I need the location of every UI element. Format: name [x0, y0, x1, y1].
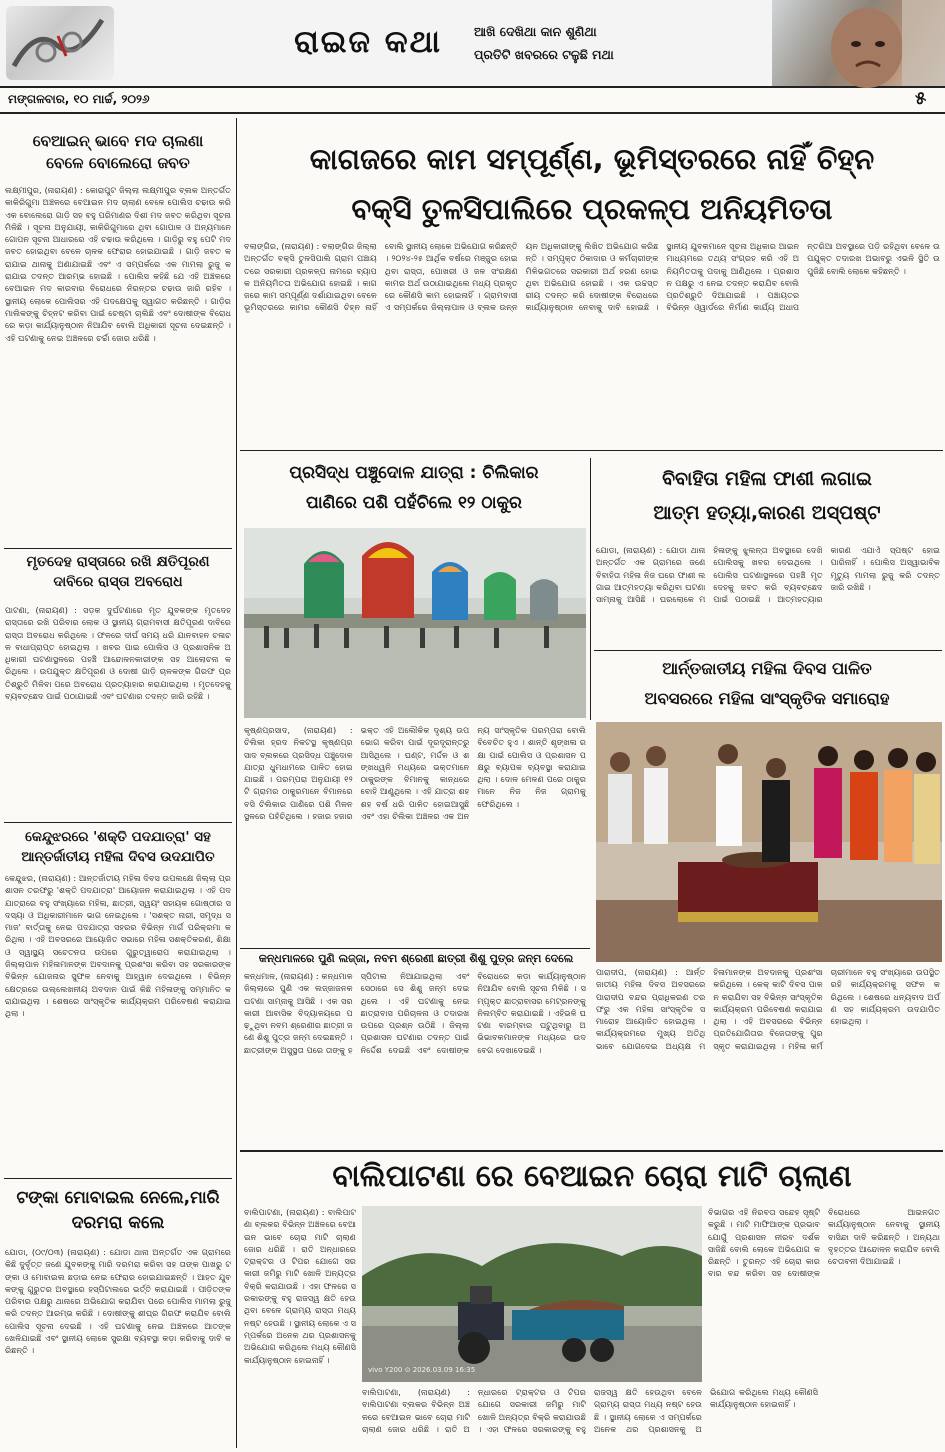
liquor-body: ଲକ୍ଷ୍ମୀପୁର, (ନାରାୟଣ) : କୋରାପୁଟ ଜିଲ୍ଲା ଲକ୍ଷ୍ମୀପୁର ବ୍ଲକ ଅନ୍ତର୍ଗତ କାକିରିଗୁମା ଅଞ୍ଚଳରେ ବେଆଇନ ମଦ ଚାଲାଣ ବେଳେ ପୋଲିସ ଚଢାଉ କରି ଏକ ବୋଲେରୋ ଗାଡ଼ି ସହ ବହୁ ପରିମାଣର ଦିଶୀ ମଦ ଜବତ କରିଥିବା ସୂଚନା ମିଳିଛି । ସୂଚନା ଅନୁଯାୟୀ, କାକିରିଗୁମାରେ ଥିବା ଗୋପାଳ ଓ ଅନ୍ୟମାନେ ଗୋପନ ସୂଚନା ଆଧାରରେ ଏହି ଚଢାଉ କରିଥିଲେ । ଗାଡ଼ିରୁ ବହୁ ପେଟି ମଦ ଜବତ ହୋଇଥିବା ବେଳେ ଚାଳକ ଫେରାର ହୋଇଯାଇଛି । ଗାଡ଼ି ଜବତ କରାଯାଇ ଥାନାକୁ ଅଣାଯାଇଛି ଏବଂ ଏ ସମ୍ପର୍କରେ ଏକ ମାମଲା ରୁଜୁ କରାଯାଇ ତଦନ୍ତ ଆରମ୍ଭ ହୋଇଛି । ପୋଲିସ କହିଛି ଯେ ଏହି ଅଞ୍ଚଳରେ ବେଆଇନ ମଦ କାରବାର ବିରୋଧରେ ନିରନ୍ତର ଚଢାଉ ଜାରି ରହିବ । ସ୍ଥାନୀୟ ଲୋକେ ପୋଲିସର ଏହି ପଦକ୍ଷେପକୁ ସ୍ୱାଗତ କରିଛନ୍ତି । ଗାଡ଼ିର ମାଲିକଙ୍କୁ ଚିହ୍ନଟ କରିବା ପାଇଁ ଚେଷ୍ଟା ଚାଲିଛି ଏବଂ ଦୋଷୀଙ୍କ ବିରୋଧରେ କଡ଼ା କାର୍ଯ୍ୟାନୁଷ୍ଠାନ ନିଆଯିବ ବୋଲି ଅଧିକାରୀ ସୂଚନା ଦେଇଛନ୍ତି । ଏହି ଘଟଣାକୁ ନେଇ ଅଞ୍ଚଳରେ ଚର୍ଚ୍ଚା ଜୋର ଧରିଛି । [5, 185, 231, 343]
tagline-line-1: ଆଖି ଦେଖିଥା କାନ ଶୁଣିଥା [474, 24, 597, 39]
womens-day-photo [596, 722, 942, 962]
crying-child-photo [772, 0, 945, 86]
tulsipali-headline: କାଗଜରେ କାମ ସମ୍ପୂର୍ଣ୍ଣ, ଭୂମିସ୍ତରରେ ନାହିଁ ଚିହ୍ନ ବକ୍ସି ତୁଳସିପାଲିରେ ପ୍ରକଳ୍ପ ଅନିୟମିତତା [309, 142, 875, 226]
shakti-yatra-headline: କେନ୍ଦୁଝରରେ 'ଶକ୍ତି ପଦଯାତ୍ରା' ସହ ଆନ୍ତର୍ଜାତୀୟ ମହିଳା ଦିବସ ଉଦଯାପିତ [21, 829, 215, 865]
photo-timestamp: vivo Y200 ⊙ 2026.03.09 16:35 [368, 1366, 476, 1374]
column-divider [236, 118, 237, 1448]
balipatana-headline: ବାଲିପାଟଣା ରେ ବେଆଇନ ଚୋରା ମାଟି ଚାଲାଣ [332, 1159, 852, 1194]
balipatana-caption-text: ବାଲିପାଟଣା, (ନାରାୟଣ) : ବାଲିପାଟଣା ବ୍ଲକର ବିଭିନ୍ନ ଅଞ୍ଚଳରେ ବେଆଇନ ଭାବେ ଚୋରା ମାଟି ଚାଲାଣ ଜୋର ଧରିଛି । ରାତି ଅନ୍ଧାରରେ ଟ୍ରାକ୍ଟର ଓ ଟିପର ଯୋଗେ ସରକାରୀ ଜମିରୁ ମାଟି ଖୋଳି ଅନ୍ୟତ୍ର ବିକ୍ରି କରାଯାଉଛି । ଏହା ଫଳରେ ସରକାରଙ୍କୁ ବହୁ ରାଜସ୍ୱ କ୍ଷତି ହେଉଥିବା ବେଳେ ଗ୍ରାମ୍ୟ ରାସ୍ତା ମଧ୍ୟ ନଷ୍ଟ ହେଉଛି । ସ୍ଥାନୀୟ ଲୋକେ ଏ ସମ୍ପର୍କରେ ଅନେକ ଥର ପ୍ରଶାସନକୁ ଅଭିଯୋଗ କରିଥିଲେ ମଧ୍ୟ କୌଣସି କାର୍ଯ୍ୟାନୁଷ୍ଠାନ ହୋଇନାହିଁ । [362, 1387, 818, 1434]
divider [594, 650, 942, 651]
balipatana-body-left: ବାଲିପାଟଣା, (ନାରାୟଣ) : ବାଲିପାଟଣା ବ୍ଲକର ବିଭିନ୍ନ ଅଞ୍ଚଳରେ ବେଆଇନ ଭାବେ ଚୋରା ମାଟି ଚାଲାଣ ଜୋର ଧରିଛି । ରାତି ଅନ୍ଧାରରେ ଟ୍ରାକ୍ଟର ଓ ଟିପର ଯୋଗେ ସରକାରୀ ଜମିରୁ ମାଟି ଖୋଳି ଅନ୍ୟତ୍ର ବିକ୍ରି କରାଯାଉଛି । ଏହା ଫଳରେ ସରକାରଙ୍କୁ ବହୁ ରାଜସ୍ୱ କ୍ଷତି ହେଉଥିବା ବେଳେ ଗ୍ରାମ୍ୟ ରାସ୍ତା ମଧ୍ୟ ନଷ୍ଟ ହେଉଛି । ସ୍ଥାନୀୟ ଲୋକେ ଏ ସମ୍ପର୍କରେ ଅନେକ ଥର ପ୍ରଶାସନକୁ ଅଭିଯୋଗ କରିଥିଲେ ମଧ୍ୟ କୌଣସି କାର୍ଯ୍ୟାନୁଷ୍ଠାନ ହୋଇନାହିଁ । [244, 1207, 356, 1365]
road-block-headline: ମୃତଦେହ ରାସ୍ତାରେ ରଖି କ୍ଷତିପୂରଣ ଦାବିରେ ରାସ୍ତା ଅବରୋଧ [26, 554, 210, 591]
womens-day-body: ପାରାଦୀପ, (ନାରାୟଣ) : ଆର୍ନ୍ତଜାତୀୟ ମହିଳା ଦିବସ ଅବସରରେ ପାରାଦୀପ ବନ୍ଦର ପ୍ରାଧିକରଣ ତରଫରୁ ଏକ ମହିଳା ସାଂସ୍କୃତିକ ସମାରୋହ ଆୟୋଜିତ ହୋଇଥିଲା । କାର୍ଯ୍ୟକ୍ରମରେ ମୁଖ୍ୟ ଅତିଥି ଭାବେ ଯୋଗଦେଇ ଅଧ୍ୟକ୍ଷ ମହିଳାମାନଙ୍କ ଅବଦାନକୁ ପ୍ରଶଂସା କରିଥିଲେ । କେକ୍ କାଟି ଦିବସ ପାଳନ କରାଯିବା ସହ ବିଭିନ୍ନ ସାଂସ୍କୃତିକ କାର୍ଯ୍ୟକ୍ରମ ପରିବେଷଣ କରାଯାଇଥିଲା । ଏହି ଅବସରରେ ବିଭିନ୍ନ ପ୍ରତିଯୋଗିତାର ବିଜେତାଙ୍କୁ ପୁରସ୍କୃତ କରାଯାଇଥିଲା । ମହିଳା କର୍ମଚାରୀମାନେ ବହୁ ସଂଖ୍ୟାରେ ଉପସ୍ଥିତ ରହି କାର୍ଯ୍ୟକ୍ରମକୁ ସଫଳ କରିଥିଲେ । ଶେଷରେ ଧନ୍ୟବାଦ ଅର୍ପଣ ସହ କାର୍ଯ୍ୟକ୍ରମ ଉଦଯାପିତ ହୋଇଥିଲା । [596, 967, 940, 1051]
womens-day-headline: ଆର୍ନ୍ତଜାତୀୟ ମହିଳା ଦିବସ ପାଳିତ ଅବସରରେ ମହିଳା ସାଂସ୍କୃତିକ ସମାରୋହ [644, 659, 890, 708]
divider [4, 548, 232, 549]
tagline [474, 20, 774, 66]
chilika-headline: ପ୍ରସିଦ୍ଧ ପଞ୍ଚୁଦୋଳ ଯାତ୍ରା : ଚିଲିକାର ପାଣିରେ ପଶି ପହଁଚିଲେ ୧୨ ଠାକୁର [289, 463, 539, 513]
divider [4, 1178, 232, 1179]
newspaper-title: ରାଇଜ କଥା [294, 24, 442, 60]
mobile-theft-headline: ଟଙ୍କା ମୋବାଇଲ ନେଲେ,ମାରି ଦରମରା କଲେ [16, 1188, 220, 1233]
suicide-body: ଯୋଡା, (ନାରାୟଣ) : ଯୋଡା ଥାନା ଅନ୍ତର୍ଗତ ଏକ ଗ୍ରାମରେ ଜଣେ ବିବାହିତା ମହିଳା ନିଜ ଘରେ ଫାଶୀ ଲଗାଇ ଆତ୍ମହତ୍ୟା କରିଥିବା ଘଟଣା ସାମ୍ନାକୁ ଆସିଛି । ଘରଲୋକେ ମହିଳାଙ୍କୁ ଝୁଲନ୍ତା ଅବସ୍ଥାରେ ଦେଖି ପୋଲିସକୁ ଖବର ଦେଇଥିଲେ । ପୋଲିସ ଘଟଣାସ୍ଥଳରେ ପହଞ୍ଚି ମୃତଦେହକୁ ଜବତ କରି ବ୍ୟବଚ୍ଛେଦ ପାଇଁ ପଠାଇଛି । ଆତ୍ମହତ୍ୟାର କାରଣ ଏଯାଏଁ ସ୍ପଷ୍ଟ ହୋଇପାରିନାହିଁ । ପୋଲିସ ଅସ୍ୱାଭାବିକ ମୃତ୍ୟୁ ମାମଲା ରୁଜୁ କରି ତଦନ୍ତ ଜାରି ରଖିଛି । [596, 545, 940, 605]
mobile-theft-body: ଯୋଡା, (୦୯/୦୩) (ନାରାୟଣ) : ଯୋଡା ଥାନା ଅନ୍ତର୍ଗତ ଏକ ଗ୍ରାମରେ କିଛି ଦୁର୍ବୃତ୍ତ ଜଣେ ଯୁବକଙ୍କୁ ମାରି ଦରମରା କରିବା ସହ ତାଙ୍କ ପାଖରୁ ଟଙ୍କା ଓ ମୋବାଇଲ ଛଡ଼ାଇ ନେଇ ଫେରାର ହୋଇଯାଇଛନ୍ତି । ଆହତ ଯୁବକଙ୍କୁ ଗୁରୁତର ଅବସ୍ଥାରେ ହସ୍ପିଟାଲରେ ଭର୍ତ୍ତି କରାଯାଇଛି । ପୀଡ଼ିତଙ୍କ ପରିବାର ପକ୍ଷରୁ ଥାନାରେ ଅଭିଯୋଗ କରାଯିବା ପରେ ପୋଲିସ ମାମଲା ରୁଜୁ କରି ତଦନ୍ତ ଆରମ୍ଭ କରିଛି । ଦୋଷୀଙ୍କୁ ଶୀଘ୍ର ଗିରଫ କରାଯିବ ବୋଲି ପୋଲିସ ସୂଚନା ଦେଇଛି । ଏହି ଘଟଣାକୁ ନେଇ ଅଞ୍ଚଳରେ ଆତଙ୍କ ଖେଳିଯାଇଛି ଏବଂ ସ୍ଥାନୀୟ ଲୋକେ ସୁରକ୍ଷା ବ୍ୟବସ୍ଥା କଡ଼ା କରିବାକୁ ଦାବି କରିଛନ୍ତି । [5, 1247, 231, 1356]
kandhamal-headline: କନ୍ଧମାଳରେ ପୁଣି ଲଜ୍ଜା, ନବମ ଶ୍ରେଣୀ ଛାତ୍ରୀ ଶିଶୁ ପୁତ୍ର ଜନ୍ମ ଦେଲେ [258, 952, 574, 965]
tulsipali-body: ବଲାଙ୍ଗିର, (ନାରାୟଣ) : ବଲାଙ୍ଗିର ଜିଲ୍ଲା ଅନ୍ତର୍ଗତ ବକ୍ସି ତୁଳସିପାଲି ଗ୍ରାମ ପଞ୍ଚାୟତରେ ସରକାରୀ ପ୍ରକଳ୍ପ ନାମରେ ବ୍ୟାପକ ଅନିୟମିତତା ଅଭିଯୋଗ ହୋଇଛି । କାଗଜରେ କାମ ସମ୍ପୂର୍ଣ୍ଣ ଦର୍ଶାଯାଇଥିବା ବେଳେ ଭୂମିସ୍ତରରେ କାମର କୌଣସି ଚିହ୍ନ ନାହିଁ ବୋଲି ସ୍ଥାନୀୟ ଲୋକେ ଅଭିଯୋଗ କରିଛନ୍ତି । ୨୦୨୪-୨୫ ଆର୍ଥିକ ବର୍ଷରେ ମଞ୍ଜୁର ହୋଇଥିବା ରାସ୍ତା, ପୋଖରୀ ଓ ଜଳ ସଂରକ୍ଷଣ କାମର ଅର୍ଥ ଉଠାଯାଇଥିଲେ ମଧ୍ୟ ପ୍ରକୃତରେ କୌଣସି କାମ ହୋଇନାହିଁ । ଗ୍ରାମବାସୀ ଏ ସମ୍ପର୍କରେ ଜିଲ୍ଲାପାଳ ଓ ବ୍ଲକ ଉନ୍ନୟନ ଅଧିକାରୀଙ୍କୁ ଲିଖିତ ଅଭିଯୋଗ କରିଛନ୍ତି । ସମ୍ପୃକ୍ତ ଠିକାଦାର ଓ କର୍ମଚାରୀଙ୍କ ମିଳିଭଗତରେ ସରକାରୀ ଅର୍ଥ ହରଣ ହୋଇଥିବା ଅଭିଯୋଗ ହୋଇଛି । ଏକ ଉଚ୍ଚସ୍ତରୀୟ ତଦନ୍ତ କରି ଦୋଷୀଙ୍କ ବିରୋଧରେ କାର୍ଯ୍ୟାନୁଷ୍ଠାନ ନେବାକୁ ଦାବି ହୋଇଛି । ସ୍ଥାନୀୟ ଯୁବକମାନେ ସୂଚନା ଅଧିକାର ଆଇନ ମାଧ୍ୟମରେ ତଥ୍ୟ ସଂଗ୍ରହ କରି ଏହି ଅନିୟମିତତାକୁ ପଦାକୁ ଆଣିଥିଲେ । ପ୍ରଶାସନ ପକ୍ଷରୁ ଏ ନେଇ ତଦନ୍ତ କରାଯିବ ବୋଲି ପ୍ରତିଶ୍ରୁତି ଦିଆଯାଇଛି । ପଞ୍ଚାୟତର ବିଭିନ୍ନ ଓ୍ୱାର୍ଡରେ ନିର୍ମାଣ କାର୍ଯ୍ୟ ଅଧାପନ୍ତରିଆ ଅବସ୍ଥାରେ ପଡ଼ି ରହିଥିବା ବେଳେ ଉପଯୁକ୍ତ ତଦାରଖ ଅଭାବରୁ ଏଭଳି ସ୍ଥିତି ଉପୁଜିଛି ବୋଲି ଲୋକେ କହିଛନ୍ତି । [244, 241, 940, 313]
broken-chain-illustration [6, 6, 114, 80]
masthead-left-image [6, 6, 114, 80]
divider [240, 450, 943, 451]
balipatana-body-right: ବିଭାଗର ଏହି ନିରବତା ସନ୍ଦେହ ସୃଷ୍ଟି କରୁଛି । ମାଟି ମାଫିଆଙ୍କ ପ୍ରଭାବ ଯୋଗୁଁ ପ୍ରଶାସନ ନୀରବ ଦର୍ଶକ ସାଜିଛି ବୋଲି ଲୋକେ ଅଭିଯୋଗ କରିଛନ୍ତି । ତୁରନ୍ତ ଏହି ଚୋରା କାରବାର ବନ୍ଦ କରିବା ସହ ଦୋଷୀଙ୍କ ବିରୋଧରେ ଆଇନଗତ କାର୍ଯ୍ୟାନୁଷ୍ଠାନ ନେବାକୁ ସ୍ଥାନୀୟ ବାସିନ୍ଦା ଦାବି କରିଛନ୍ତି । ଅନ୍ୟଥା ବୃହତ୍ତର ଆନ୍ଦୋଳନ କରାଯିବ ବୋଲି ଚେତାବନୀ ଦିଆଯାଇଛି । [708, 1207, 940, 1279]
divider [240, 1150, 943, 1152]
tagline-line-2: ପ୍ରତିଟି ଖବରରେ ଟଳୁଛି ମଥା [474, 47, 614, 62]
tractor-photo [362, 1206, 702, 1382]
suicide-headline: ବିବାହିତା ମହିଳା ଫାଶୀ ଲଗାଇ ଆତ୍ମ ହତ୍ୟା,କାରଣ ଅସ୍ପଷ୍ଟ [653, 468, 881, 524]
chilika-body: କୃଷ୍ଣପ୍ରସାଦ, (ନାରାୟଣ) : ଚିଲିକା ହ୍ରଦ ନିକଟସ୍ଥ କୃଷ୍ଣପ୍ରସାଦ ବ୍ଲକରେ ପ୍ରସିଦ୍ଧ ପଞ୍ଚୁଦୋଳ ଯାତ୍ରା ଧୁମଧାମରେ ପାଳିତ ହୋଇଯାଇଛି । ପରମ୍ପରା ଅନୁଯାୟୀ ୧୨ଟି ଗ୍ରାମର ଠାକୁରମାନେ ବିମାନରେ ବସି ଚିଲିକାର ପାଣିରେ ପଶି ମିଳନ ସ୍ଥଳରେ ପହଁଚିଥିଲେ । ହଜାର ହଜାର ଭକ୍ତ ଏହି ଅଲୌକିକ ଦୃଶ୍ୟ ଉପଭୋଗ କରିବା ପାଇଁ ଦୂରଦୂରାନ୍ତରୁ ଆସିଥିଲେ । ଘଣ୍ଟ, ମର୍ଦ୍ଦଳ ଓ ଶଙ୍ଖଧ୍ୱନି ମଧ୍ୟରେ ଭକ୍ତମାନେ ଠାକୁରଙ୍କ ବିମାନକୁ କାନ୍ଧରେ ବୋହି ଆଣୁଥିଲେ । ଏହି ଯାତ୍ରା ଶହ ଶହ ବର୍ଷ ଧରି ପାଳିତ ହୋଇଆସୁଛି ଏବଂ ଏହା ଚିଲିକା ଅଞ୍ଚଳର ଏକ ଅନନ୍ୟ ସାଂସ୍କୃତିକ ପରମ୍ପରା ବୋଲି ବିବେଚିତ ହୁଏ । ଶାନ୍ତି ଶୃଙ୍ଖଳା ରକ୍ଷା ପାଇଁ ପୋଲିସ ଓ ପ୍ରଶାସନ ପକ୍ଷରୁ ବ୍ୟାପକ ବ୍ୟବସ୍ଥା କରାଯାଇଥିଲା । ଦୋଳ ମେଳଣ ପରେ ଠାକୁରମାନେ ନିଜ ନିଜ ଗ୍ରାମକୁ ଫେରିଥିଲେ । [244, 725, 586, 822]
liquor-headline: ବେଆଇନ୍ ଭାବେ ମଦ ଚାଲଣା ବେଳେ ବୋଲେରୋ ଜବତ [32, 132, 204, 173]
page-number: ୫ [915, 88, 927, 109]
chilika-yatra-photo [244, 528, 586, 718]
dateline: ମଙ୍ଗଳବାର, ୧୦ ମାର୍ଚ୍ଚ, ୨୦୨୬ [8, 92, 150, 106]
divider [4, 822, 232, 823]
divider [240, 948, 590, 949]
top-rule [0, 112, 945, 114]
masthead-right-image [772, 0, 945, 86]
kandhamal-body: କନ୍ଧମାଳ, (ନାରାୟଣ) : କନ୍ଧମାଳ ଜିଲ୍ଲାରେ ପୁଣି ଏକ ଲଜ୍ଜାଜନକ ଘଟଣା ସାମ୍ନାକୁ ଆସିଛି । ଏକ ସରକାରୀ ଆବାସିକ ବିଦ୍ୟାଳୟରେ ପଢ଼ୁଥିବା ନବମ ଶ୍ରେଣୀର ଛାତ୍ରୀ ଜଣେ ଶିଶୁ ପୁତ୍ର ଜନ୍ମ ଦେଇଛନ୍ତି । ଛାତ୍ରୀଙ୍କ ଅସୁସ୍ଥତା ପରେ ତାଙ୍କୁ ହସ୍ପିଟାଲ ନିଆଯାଇଥିଲା ଏବଂ ସେଠାରେ ସେ ଶିଶୁ ଜନ୍ମ ଦେଇଥିଲେ । ଏହି ଘଟଣାକୁ ନେଇ ଛାତ୍ରାବାସ ପରିଚାଳନା ଓ ତଦାରଖ ଉପରେ ପ୍ରଶ୍ନ ଉଠିଛି । ଜିଲ୍ଲା ପ୍ରଶାସନ ଘଟଣାର ତଦନ୍ତ ପାଇଁ ନିର୍ଦ୍ଦେଶ ଦେଇଛି ଏବଂ ଦୋଷୀଙ୍କ ବିରୋଧରେ କଡ଼ା କାର୍ଯ୍ୟାନୁଷ୍ଠାନ ନିଆଯିବ ବୋଲି ସୂଚନା ମିଳିଛି । ସମ୍ପୃକ୍ତ ଛାତ୍ରାବାସର ମେଟ୍ରନଙ୍କୁ ନିଲମ୍ବିତ କରାଯାଇଛି । ଏହିଭଳି ଘଟଣା ବାରମ୍ବାର ଘଟୁଥିବାରୁ ଅଭିଭାବକମାନଙ୍କ ମଧ୍ୟରେ ଉଦବେଗ ଦେଖାଦେଇଛି । [244, 971, 586, 1055]
shakti-yatra-body: କେନ୍ଦୁଝର, (ନାରାୟଣ) : ଆନ୍ତର୍ଜାତୀୟ ମହିଳା ଦିବସ ଉପଲକ୍ଷେ ଜିଲ୍ଲା ପ୍ରଶାସନ ତରଫରୁ 'ଶକ୍ତି ପଦଯାତ୍ରା' ଆୟୋଜନ କରାଯାଇଥିଲା । ଏହି ପଦଯାତ୍ରାରେ ବହୁ ସଂଖ୍ୟାରେ ମହିଳା, ଛାତ୍ରୀ, ସ୍ୱୟଂ ସହାୟକ ଗୋଷ୍ଠୀର ସଦସ୍ୟା ଓ ଅଧିକାରୀମାନେ ଭାଗ ନେଇଥିଲେ । 'ସଶକ୍ତ ନାରୀ, ସମୃଦ୍ଧ ସମାଜ' ବାର୍ତ୍ତାକୁ ନେଇ ପଦଯାତ୍ରା ସହରର ବିଭିନ୍ନ ମାର୍ଗ ପରିକ୍ରମା କରିଥିଲା । ଏହି ଅବସରରେ ଆୟୋଜିତ ସଭାରେ ମହିଳା ସଶକ୍ତିକରଣ, ଶିକ୍ଷା ଓ ସ୍ୱାସ୍ଥ୍ୟ ସଚେତନତା ଉପରେ ଗୁରୁତ୍ୱାରୋପ କରାଯାଇଥିଲା । ଜିଲ୍ଲାପାଳ ମହିଳାମାନଙ୍କ ଅବଦାନକୁ ପ୍ରଶଂସା କରିବା ସହ ସରକାରଙ୍କ ବିଭିନ୍ନ ଯୋଜନାର ସୁଫଳ ନେବାକୁ ଆହ୍ୱାନ ଦେଇଥିଲେ । ବିଭିନ୍ନ କ୍ଷେତ୍ରରେ ଉଲ୍ଲେଖନୀୟ ଅବଦାନ ପାଇଁ କିଛି ମହିଳାଙ୍କୁ ସମ୍ମାନିତ କରାଯାଇଥିଲା । ଶେଷରେ ସାଂସ୍କୃତିକ କାର୍ଯ୍ୟକ୍ରମ ପରିବେଷଣ କରାଯାଇଥିଲା । [5, 873, 231, 1019]
column-divider [590, 458, 591, 720]
road-block-body: ପାଟଣା, (ନାରାୟଣ) : ସଡ଼କ ଦୁର୍ଘଟଣାରେ ମୃତ ଯୁବକଙ୍କ ମୃତଦେହ ରାସ୍ତାରେ ରଖି ପରିବାର ଲୋକ ଓ ସ୍ଥାନୀୟ ଗ୍ରାମବାସୀ କ୍ଷତିପୂରଣ ଦାବିରେ ରାସ୍ତା ଅବରୋଧ କରିଥିଲେ । ଫଳରେ ଦୀର୍ଘ ସମୟ ଧରି ଯାନବାହନ ଚଳାଚଳ ବାଧାପ୍ରାପ୍ତ ହୋଇଥିଲା । ଖବର ପାଇ ପୋଲିସ ଓ ପ୍ରଶାସନିକ ଅଧିକାରୀ ଘଟଣାସ୍ଥଳରେ ପହଞ୍ଚି ଆନ୍ଦୋଳନକାରୀଙ୍କ ସହ ଆଲୋଚନା କରିଥିଲେ । ଉପଯୁକ୍ତ କ୍ଷତିପୂରଣ ଓ ଦୋଷୀ ଗାଡ଼ି ଚାଳକଙ୍କ ଗିରଫ ପ୍ରତିଶ୍ରୁତି ମିଳିବା ପରେ ଅବରୋଧ ପ୍ରତ୍ୟାହାର କରାଯାଇଥିଲା । ମୃତଦେହକୁ ବ୍ୟବଚ୍ଛେଦ ପାଇଁ ପଠାଯାଇଛି ଏବଂ ଘଟଣାର ତଦନ୍ତ ଜାରି ରହିଛି । [5, 605, 231, 702]
